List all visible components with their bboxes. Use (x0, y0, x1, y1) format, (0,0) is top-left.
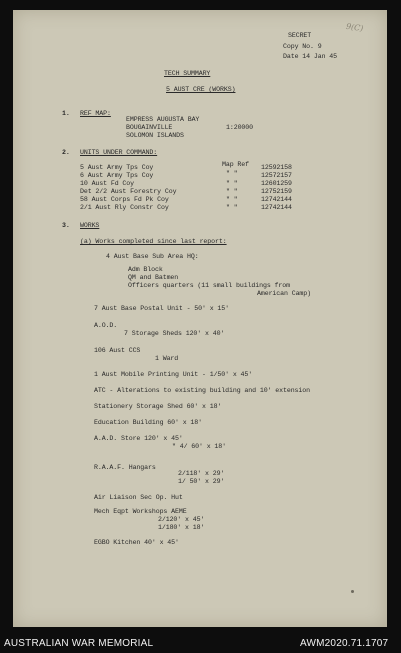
footer-accession-number: AWM2020.71.1707 (300, 638, 389, 649)
works-line: Officers quarters (11 small buildings from (128, 282, 290, 289)
unit-name: 2/1 Aust Rly Constr Coy (80, 204, 169, 211)
section-3-heading: WORKS (80, 222, 100, 229)
section-3-number: 3. (62, 222, 70, 229)
works-line: Air Liaison Sec Op. Hut (94, 494, 183, 501)
unit-name: 5 Aust Army Tps Coy (80, 164, 154, 171)
ditto-mark: " " (226, 170, 238, 177)
works-line: A.O.D. (94, 322, 118, 329)
unit-ref: 12601259 (261, 180, 292, 187)
works-line: 1/ 50' x 29' (178, 478, 225, 485)
unit-name: Det 2/2 Aust Forestry Coy (80, 188, 177, 195)
works-line: Mech Eqpt Workshops AEME (94, 508, 187, 515)
unit-ref: 12742144 (261, 196, 292, 203)
works-line: 7 Aust Base Postal Unit - 50' x 15' (94, 305, 229, 312)
works-line: Education Building 60' x 18' (94, 419, 202, 426)
document-page (13, 10, 387, 627)
unit-ref: 12752159 (261, 188, 292, 195)
section-2-number: 2. (62, 149, 70, 156)
map-scale: 1:20000 (226, 124, 253, 131)
section-2-heading: UNITS UNDER COMMAND: (80, 149, 158, 156)
works-line: 106 Aust CCS (94, 347, 141, 354)
works-line: American Camp) (257, 290, 311, 297)
works-line: 2/120' x 45' (158, 516, 205, 523)
handwritten-mark: 9(C) (345, 21, 364, 34)
document-date: Date 14 Jan 45 (283, 53, 337, 60)
works-line: 4 Aust Base Sub Area HQ: (106, 253, 199, 260)
section-1-number: 1. (62, 110, 70, 117)
works-line: QM and Batmen (128, 274, 179, 281)
unit-name: 6 Aust Army Tps Coy (80, 172, 154, 179)
unit-ref: 12742144 (261, 204, 292, 211)
works-line: " 4/ 60' x 18' (172, 443, 226, 450)
page-subtitle: 5 AUST CRE (WORKS) (166, 86, 236, 93)
section-1-heading: REF MAP: (80, 110, 111, 117)
footer-institution: AUSTRALIAN WAR MEMORIAL (4, 638, 154, 649)
works-line: ATC - Alterations to existing building and 10' extension (94, 387, 310, 394)
works-line: A.A.D. Store 120' x 45' (94, 435, 183, 442)
unit-name: 10 Aust Fd Coy (80, 180, 134, 187)
works-line: Stationery Storage Shed 60' x 18' (94, 403, 222, 410)
ditto-mark: " " (226, 196, 238, 203)
ditto-mark: " " (226, 204, 238, 211)
map-line-1: EMPRESS AUGUSTA BAY (126, 116, 200, 123)
punch-hole (351, 590, 354, 593)
map-line-2: BOUGAINVILLE (126, 124, 173, 131)
unit-name: 58 Aust Corps Fd Pk Coy (80, 196, 169, 203)
map-line-3: SOLOMON ISLANDS (126, 132, 184, 139)
works-line: 1 Ward (155, 355, 179, 362)
unit-ref: 12572157 (261, 172, 292, 179)
works-line: EGBO Kitchen 40' x 45' (94, 539, 179, 546)
copy-number: Copy No. 9 (283, 43, 322, 50)
unit-ref: 12592158 (261, 164, 292, 171)
works-line: 2/118' x 29' (178, 470, 225, 477)
mapref-label: Map Ref (222, 161, 249, 168)
ditto-mark: " " (226, 188, 238, 195)
works-completed-heading: (a) Works completed since last report: (80, 238, 227, 245)
works-line: 7 Storage Sheds 120' x 40' (124, 330, 225, 337)
secret-label: SECRET (288, 32, 312, 39)
works-line: 1/180' x 18' (158, 524, 205, 531)
page-title: TECH SUMMARY (164, 70, 211, 77)
works-line: Adm Block (128, 266, 163, 273)
ditto-mark: " " (226, 180, 238, 187)
works-line: 1 Aust Mobile Printing Unit - 1/50' x 45' (94, 371, 253, 378)
works-line: R.A.A.F. Hangars (94, 464, 156, 471)
